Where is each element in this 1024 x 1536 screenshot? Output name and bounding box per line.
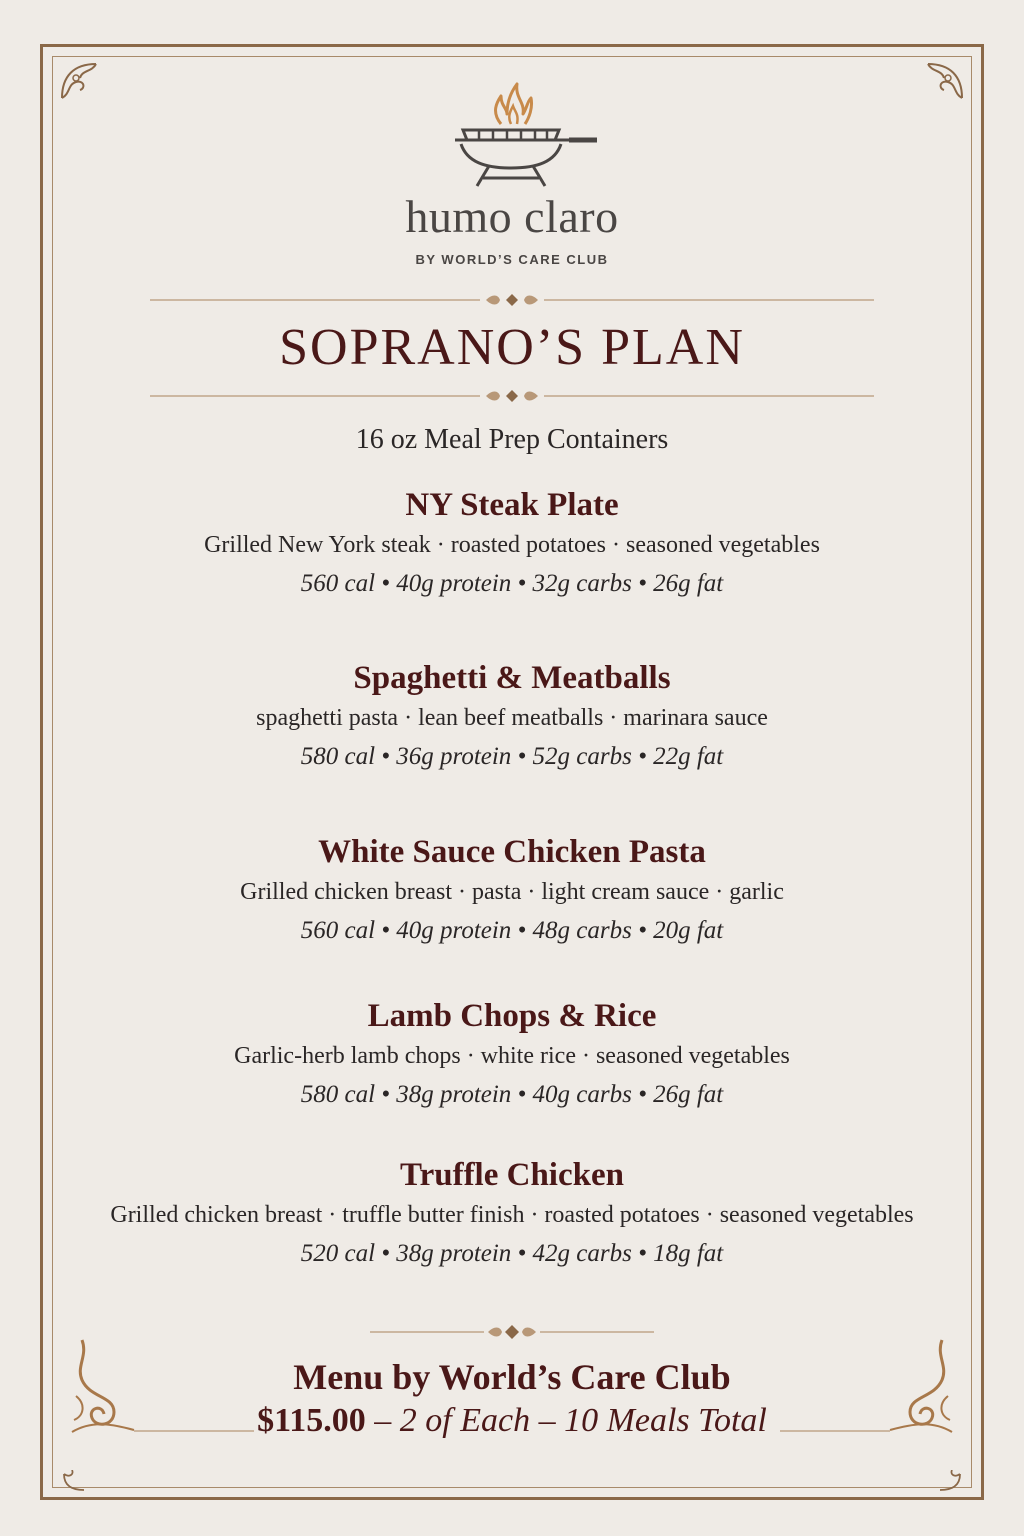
meal-description: Grilled chicken breast · truffle butter finish · roasted potatoes · seasoned vegetables	[110, 1202, 914, 1228]
meal-macros: 520 cal • 38g protein • 42g carbs • 18g fat	[300, 1240, 724, 1268]
brand-name: humo claro	[405, 191, 619, 242]
container-note: 16 oz Meal Prep Containers	[355, 424, 669, 455]
price-amount: $115.00	[257, 1402, 366, 1439]
plan-title: SOPRANO’S PLAN	[279, 319, 745, 376]
grill-flame-icon	[427, 70, 597, 188]
meal-description: Grilled chicken breast · pasta · light cream sauce · garlic	[240, 879, 784, 905]
brand-subtitle: BY WORLD’S CARE CLUB	[415, 252, 609, 267]
meal-name: Truffle Chicken	[400, 1157, 624, 1193]
bottom-right-corner-icon	[904, 1470, 964, 1494]
meal-name: Lamb Chops & Rice	[367, 998, 657, 1034]
ornament-divider-icon	[0, 386, 1024, 406]
meal-macros: 580 cal • 38g protein • 40g carbs • 26g fat	[300, 1081, 724, 1109]
meal-name: NY Steak Plate	[405, 487, 619, 523]
meal-description: Garlic-herb lamb chops · white rice · seasoned vegetables	[234, 1043, 790, 1069]
meal-description: spaghetti pasta · lean beef meatballs · marinara sauce	[256, 705, 768, 731]
footer-price-line	[0, 1402, 1024, 1440]
meal-name: White Sauce Chicken Pasta	[318, 834, 706, 870]
inner-frame	[52, 56, 972, 1488]
brand-logo	[0, 70, 1024, 267]
meal-macros: 560 cal • 40g protein • 48g carbs • 20g fat	[300, 917, 724, 945]
price-details: – 2 of Each – 10 Meals Total	[365, 1402, 767, 1439]
footer-divider-icon	[0, 1322, 1024, 1342]
ornament-divider-icon	[0, 290, 1024, 310]
footer-rule-left-icon	[134, 1428, 254, 1434]
menu-item	[0, 836, 1024, 945]
footer-rule-right-icon	[780, 1428, 890, 1434]
bottom-left-corner-icon	[60, 1470, 120, 1494]
meal-macros: 560 cal • 40g protein • 32g carbs • 26g fat	[300, 570, 724, 598]
meal-name: Spaghetti & Meatballs	[353, 660, 671, 696]
menu-item	[0, 1159, 1024, 1268]
meal-description: Grilled New York steak · roasted potatoes · seasoned vegetables	[204, 532, 820, 558]
footer-title: Menu by World’s Care Club	[293, 1357, 731, 1397]
menu-item	[0, 662, 1024, 771]
menu-item	[0, 1000, 1024, 1109]
menu-item	[0, 489, 1024, 598]
meal-macros: 580 cal • 36g protein • 52g carbs • 22g fat	[300, 743, 724, 771]
